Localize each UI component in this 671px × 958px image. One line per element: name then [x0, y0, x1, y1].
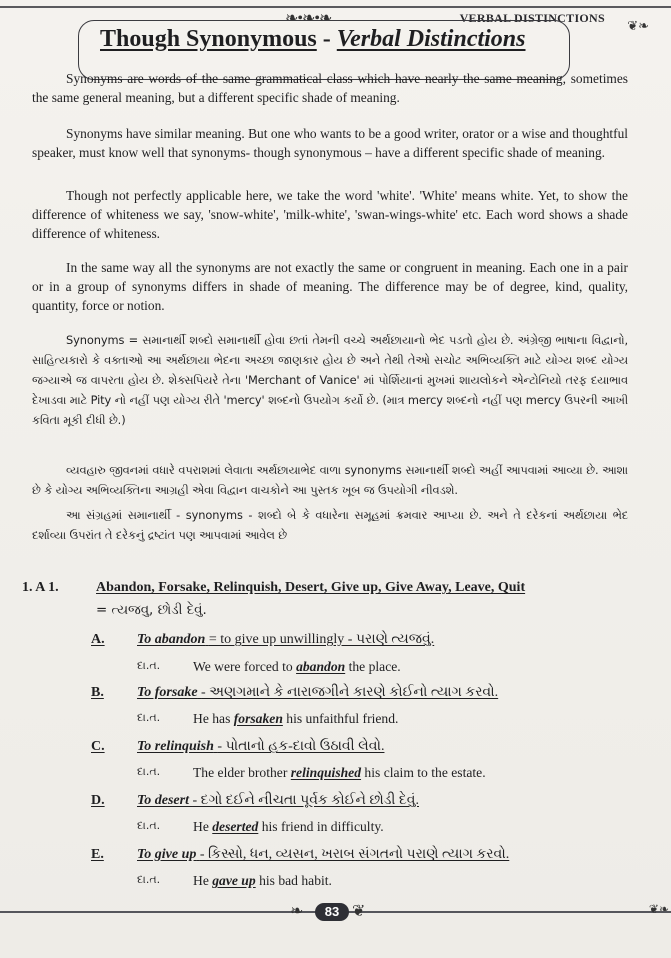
subitem-definition: - દગો દઈને નીચતા પૂર્વક કોઈને છોડી દેવું. [192, 793, 419, 808]
subitem-letter: E. [91, 847, 104, 862]
page-title [100, 24, 570, 54]
example-post: his bad habit. [255, 873, 332, 888]
example-label: દા.ત. [137, 873, 161, 886]
paragraph-6-gujarati: વ્યવહારુ જીવનમાં વધારે વપરાશમાં લેવાતા અર્થછાયાભેદ વાળા synonyms સમાનાર્થી શબ્દો અહીં આપવામાં આવ્યા છે. આશા છે કે યોગ્ય અભિવ્યક્તિના આગ્રહી એવા વિદ્વાન વાચકોને આ પુસ્તક ખૂબ જ ઉપયોગી નીવડશે. [32, 463, 628, 497]
footer-ornament-right-icon: ❦ [352, 903, 366, 920]
title-main: Though Synonymous [100, 26, 317, 52]
subitem-term: To abandon [137, 632, 206, 647]
example-label: દા.ત. [137, 819, 161, 832]
subitem-word [137, 847, 509, 863]
subitem-e [0, 847, 671, 869]
example-sentence [193, 873, 332, 889]
example-pre: He [193, 819, 213, 834]
subitem-letter: B. [91, 685, 104, 700]
example-b [0, 711, 671, 731]
example-e [0, 873, 671, 893]
running-header: VERBAL DISTINCTIONS [459, 11, 605, 25]
subitem-term: To desert [137, 793, 189, 808]
subitem-c [0, 739, 671, 761]
example-sentence [193, 711, 398, 727]
subitem-letter: A. [91, 632, 105, 647]
example-post: his friend in difficulty. [258, 819, 384, 834]
paragraph-5-gujarati: Synonyms = સમાનાર્થી શબ્દો સમાનાર્થી હોવા છતાં તેમની વચ્ચે અર્થછાયાનો ભેદ પડતો હોય છે. અંગ્રેજી ભાષાના વિદ્વાનો, સાહિત્યકારો કે વક્તાઓ આ અર્થછાયા ભેદના અચ્છા જાણકાર હોય છે અને તેથી તેઓ સચોટ અભિવ્યક્તિ માટે યોગ્ય શબ્દ યોગ્ય જગ્યાએ જ વાપરતા હોય છે. શેક્સપિયરે તેના 'Merchant of Vanice' માં પોર્શિયાનાં મુખમાં શાયલોકને એન્ટોનિયો તરફ દયાભાવ દેખાડવા માટે Pity નો નહીં પણ યોગ્ય રીતે 'mercy' શબ્દનો ઉપયોગ કર્યો છે. (માત્ર mercy શબ્દનો નહીં પણ mercy ઉપરની આખી કવિતા મૂકી દીધી છે.) [32, 333, 628, 427]
subitem-a [0, 632, 671, 654]
example-keyword: deserted [212, 819, 259, 834]
page-number: 83 [315, 903, 349, 921]
example-pre: He [193, 873, 213, 888]
header-rule [0, 6, 671, 8]
subitem-definition: - અણગમાને કે નારાજગીને કારણે કોઈનો ત્યાગ કરવો. [201, 685, 499, 700]
subitem-letter: D. [91, 793, 105, 808]
title-sub: Verbal Distinctions [336, 26, 526, 52]
example-sentence [193, 819, 384, 835]
paragraph-3: Though not perfectly applicable here, we take the word 'white'. 'White' means white. Yet, to show the difference of whiteness we say, 'snow-white', 'milk-white', 'swan-wings-white' etc. Each word shows a shade difference of whiteness. [32, 188, 628, 241]
entry-heading: Abandon, Forsake, Relinquish, Desert, Give up, Give Away, Leave, Quit [96, 580, 526, 595]
footer-ornament-left-icon: ❧ [290, 903, 304, 920]
example-label: દા.ત. [137, 659, 161, 672]
paragraph-7-gujarati: આ સંગ્રહમાં સમાનાર્થી - synonyms - શબ્દો બે કે વધારેના સમૂહમાં ક્રમવાર આપ્યા છે. અને તે દરેકનાં અર્થછાયા ભેદ દર્શાવ્યા ઉપરાંત તે દરેકનું દ્રષ્ટાંત પણ આપવામાં આવેલ છે [32, 508, 628, 542]
example-label: દા.ત. [137, 711, 161, 724]
example-d [0, 819, 671, 839]
entry-number: 1. A 1. [22, 580, 59, 595]
example-keyword: relinquished [290, 765, 362, 780]
example-post: the place. [345, 659, 401, 674]
subitem-term: To give up [137, 847, 197, 862]
example-pre: We were forced to [193, 659, 297, 674]
header-flourish-icon: ❦❧ [627, 18, 649, 33]
example-a [0, 659, 671, 679]
header-ornament-icon: ❧•❧•❧ [285, 10, 332, 27]
footer-flourish-icon: ❦❧ [648, 902, 669, 916]
title-separator: - [322, 26, 331, 52]
subitem-definition: - કિસ્સો, ધન, વ્યસન, ખરાબ સંગતનો પરાણે ત્યાગ કરવો. [199, 847, 510, 862]
example-keyword: gave up [212, 873, 256, 888]
paragraph-2: Synonyms have similar meaning. But one who wants to be a good writer, orator or a wise and thoughtful speaker, must know well that synonyms- though synonymous – have a different specific shade of meaning. [32, 126, 628, 160]
subitem-b [0, 685, 671, 707]
example-keyword: abandon [296, 659, 346, 674]
subitem-word [137, 685, 498, 701]
paragraph-4: In the same way all the synonyms are not exactly the same or congruent in meaning. Each one in a pair or in a group of synonyms differs in shade of meaning. The difference may be of degree, kind, quality, quantity, force or notion. [32, 260, 628, 313]
paragraph-1: Synonyms are words of the same grammatical class which have nearly the same meaning, sometimes the same general meaning, but a different specific shade of meaning. [32, 71, 628, 105]
example-sentence [193, 659, 401, 675]
example-c [0, 765, 671, 785]
subitem-term: To forsake [137, 685, 198, 700]
example-pre: He has [193, 711, 234, 726]
subitem-term: To relinquish [137, 739, 214, 754]
entry-meaning: = ત્યજવુ, છોડી દેવું. [96, 603, 207, 618]
example-post: his unfaithful friend. [282, 711, 399, 726]
subitem-word [137, 632, 434, 648]
example-sentence [193, 765, 486, 781]
subitem-word [137, 793, 419, 809]
subitem-definition: - પોતાનો હક-દાવો ઉઠાવી લેવો. [217, 739, 385, 754]
example-keyword: forsaken [233, 711, 283, 726]
example-pre: The elder brother [193, 765, 291, 780]
subitem-d [0, 793, 671, 815]
example-post: his claim to the estate. [361, 765, 486, 780]
subitem-definition: = to give up unwillingly - પરાણે ત્યજવું. [208, 632, 435, 647]
example-label: દા.ત. [137, 765, 161, 778]
subitem-word [137, 739, 384, 755]
subitem-letter: C. [91, 739, 105, 754]
